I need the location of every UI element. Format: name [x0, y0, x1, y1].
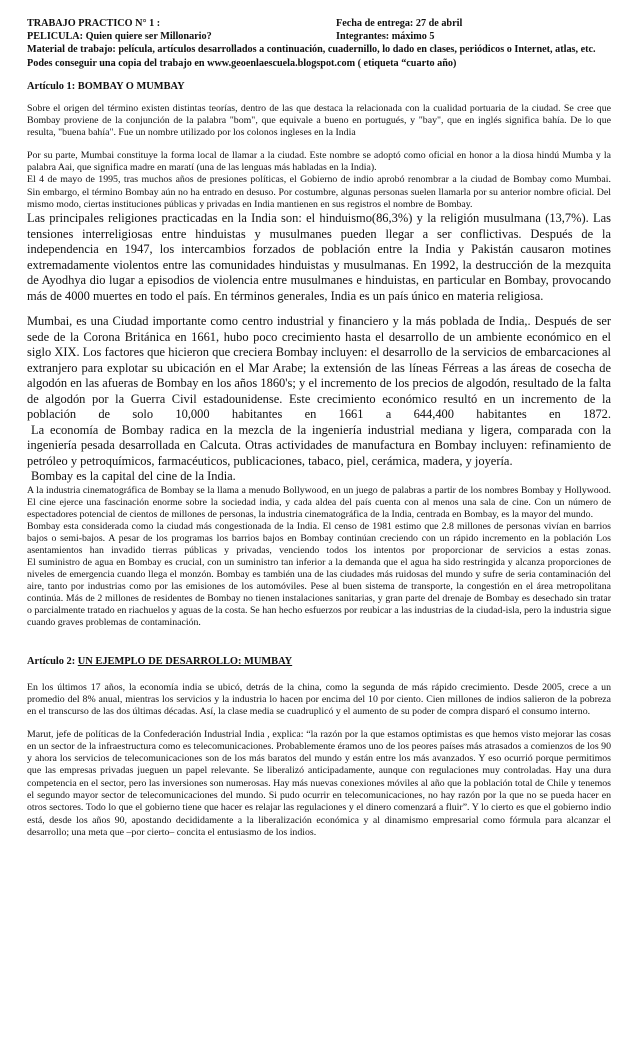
group-members: Integrantes: máximo 5 [336, 31, 435, 43]
copy-source-line: Podes conseguir una copia del trabajo en www.geoenlaescuela.blogspot.com ( etiqueta “cuarto año) [27, 57, 457, 69]
article1-paragraph-11: El suministro de agua en Bombay es crucial, con un suministro tan inferior a la demanda que el agua ha sido restringida y alcanza proporciones de niveles de emergencia cuando llega el monzón. Bombay es también una de las ciudades más ruidosas del mundo y sufre de seria contaminación del aire, tanto por industrias como por las emisiones de los automóviles. Pese al buen sistema de transporte, la congestión en el área metropolitana continúa. Más de 2 millones de residentes de Bombay no tienen instalaciones sanitarias, y gran parte del drenaje de Bombay es desechado sin tratar o parcialmente tratado en riachuelos y aguas de la costa. Se han hecho esfuerzos por reubicar a las industrias de la ciudad-isla, pero la industria sigue cuando graves problemas de contaminación. [27, 556, 611, 628]
header-row-2 [27, 30, 611, 43]
article1-paragraph-2: Por su parte, Mumbai constituye la forma local de llamar a la ciudad. Este nombre se adoptó como oficial en honor a la diosa hindú Mumba y la palabra Aai, que significa madre en maratí (una de las lenguas más habladas en la India). [27, 149, 611, 173]
article2-paragraph-2: Marut, jefe de políticas de la Confederación Industrial India , explica: “la razón por la que estamos optimistas es que hemos visto mejorar las cosas en un sector de la infraestructura como es telecomunicaciones. Probablemente éramos uno de los peores países más atrasados a comienzos de los 90 y ahora los servicios de telecomunicaciones son de los más baratos del mundo y están entre los más avanzados. Y eso ocurrió porque permitimos que las empresas privadas jueguen un papel relevante. Se liberalizó anticipadamente, aunque con regulaciones muy controladas. Hay una dura competencia en el sector, pero las inversiones son numerosas. Hay más nuevas conexiones móviles al año que la población total de Chile y tenemos el segundo mayor sector de telecomunicaciones del mundo. Si pudo ocurrir en telecomunicaciones, no hay razón por la que no se pueda hacer en otros sectores. Todo lo que el gobierno tiene que hacer es relajar las regulaciones y el dinero comenzará a fluir”. Y lo cierto es que el gobierno indio está, desde los años 90, apostando decididamente a la liberalización económica y al dinamismo empresarial como fórmula para alcanzar el desarrollo; una meta que –por cierto– concita el entusiasmo de los indios. [27, 728, 611, 838]
article1-paragraph-6: Mumbai, es una Ciudad importante como centro industrial y financiero y la más poblada de India,. Después de ser sede de la Corona Británica en 1661, hubo poco crecimiento hasta el desarrollo de un ambiente económico en el siglo XIX. Los factores que hicieron que creciera Bombay incluyen: el desarrollo de la servicios de embarcaciones al extranjero para explotar su ubicación en el Mar Arabe; la extensión de las líneas Férreas a las áreas de cosecha de algodón en las afueras de Bombay en los años 1860's; y el incremento de los precios de algodón, resultado de la falta de algodón por la Guerra Civil estadounidense. Este crecimiento económico resultó en un incremento de la población de solo 10,000 habitantes en 1661 a 644,400 habitantes en 1872. [27, 314, 611, 422]
assignment-title: TRABAJO PRACTICO N° 1 : [27, 18, 161, 29]
article2-paragraph-1: En los últimos 17 años, la economía india se ubicó, detrás de la china, como la segunda de más rápido crecimiento. Desde 2005, crece a un promedio del 8% anual, mientras los servicios y la industria lo hacen por encima del 10 por ciento. Cien millones de indios salieron de la pobreza en el transcurso de las dos últimas décadas. Así, la clase media se cuadruplicó y el aumento de su poder de compra disparó el consumo interno. [27, 681, 611, 718]
article2-title [27, 655, 611, 668]
article1-paragraph-9: A la industria cinematográfica de Bombay se la llama a menudo Bollywood, en un juego de palabras a partir de los nombres Bombay y Hollywood. El cine ejerce una fascinación enorme sobre la sociedad india, y cada aldea del país cuenta con al menos una sala de cine. Con un número de espectadores potencial de cientos de millones de personas, la industria cinematográfica de la India, centrada en Bombay, es la mayor del mundo. [27, 484, 611, 520]
article1-paragraph-8: Bombay es la capital del cine de la India. [31, 469, 236, 484]
article1-paragraph-5: Las principales religiones practicadas en la India son: el hinduismo(86,3%) y la religión musulmana (13,7%). Las tensiones interreligiosas entre hinduistas y musulmanes pueden llegar a ser conflictivas. Después de la independencia en 1947, los intercambios forzados de población entre la India y Pakistán causaron motines extremadamente violentos entre las comunidades hinduistas y musulmanas. En 1992, la destrucción de la mezquita de Ayodhya dio lugar a episodios de violencia entre musulmanes e hinduistas, en particular en Bombay, provocando más de 4000 muertes en todo el país. En términos generales, India es un país único en materia religiosa. [27, 211, 611, 303]
article1-title: Artículo 1: BOMBAY O MUMBAY [27, 80, 185, 92]
article2-title-underlined: UN EJEMPLO DE DESARROLLO: MUMBAY [77, 655, 293, 667]
article1-paragraph-3: El 4 de mayo de 1995, tras muchos años de presiones políticas, el Gobierno de indio aprobó renombrar a la ciudad de Bombay como Mumbai. [27, 174, 611, 186]
article1-paragraph-1: Sobre el origen del término existen distintas teorías, dentro de las que destaca la relacionada con la cualidad portuaria de la ciudad. Se cree que Bombay proviene de la conjunción de la palabra "bom", que equivale a bueno en portugués, y "bay", que en inglés significa bahía. De lo que resulta, "buena bahía". Fue un nombre utilizado por los colonos ingleses en la India [27, 102, 611, 139]
due-date: Fecha de entrega: 27 de abril [336, 18, 463, 29]
document-page [27, 17, 611, 839]
film-title: PELICULA: Quien quiere ser Millonario? [27, 31, 212, 43]
article2-title-prefix: Artículo 2: [27, 655, 78, 667]
header-row-1 [27, 17, 611, 30]
article1-paragraph-4: Sin embargo, el término Bombay aún no ha entrado en desuso. Por costumbre, algunas personas suelen llamarla por su anterior nombre oficial. Del mismo modo, ciertas instituciones públicas y privadas en India mantienen en sus registros el nombre de Bombay. [27, 186, 611, 210]
article1-paragraph-7: La economía de Bombay radica en la mezcla de la ingeniería industrial mediana y ligera, comparada con la ingeniería pesada desarrollada en Calcuta. Otras actividades de manufactura en Bombay incluyen: refinamiento de petróleo y petroquímicos, farmacéuticos, publicaciones, tabaco, piel, cerámica, madera, y joyería. [27, 422, 611, 468]
article1-paragraph-10: Bombay esta considerada como la ciudad más congestionada de la India. El censo de 1981 estimo que 2.8 millones de personas vivían en barrios bajos o semi-bajos. A pesar de los programas los barrios bajos en Bombay continúan creciendo con un rápido incremento en la población Los asentamientos han invadido tierras públicas y privadas, venciendo todos los intentos por proporcionar de servicios a estas zonas. [27, 520, 611, 556]
materials-line: Material de trabajo: película, artículos desarrollados a continuación, cuadernillo, lo dado en clases, periódicos o Internet, atlas, etc. [27, 44, 596, 56]
